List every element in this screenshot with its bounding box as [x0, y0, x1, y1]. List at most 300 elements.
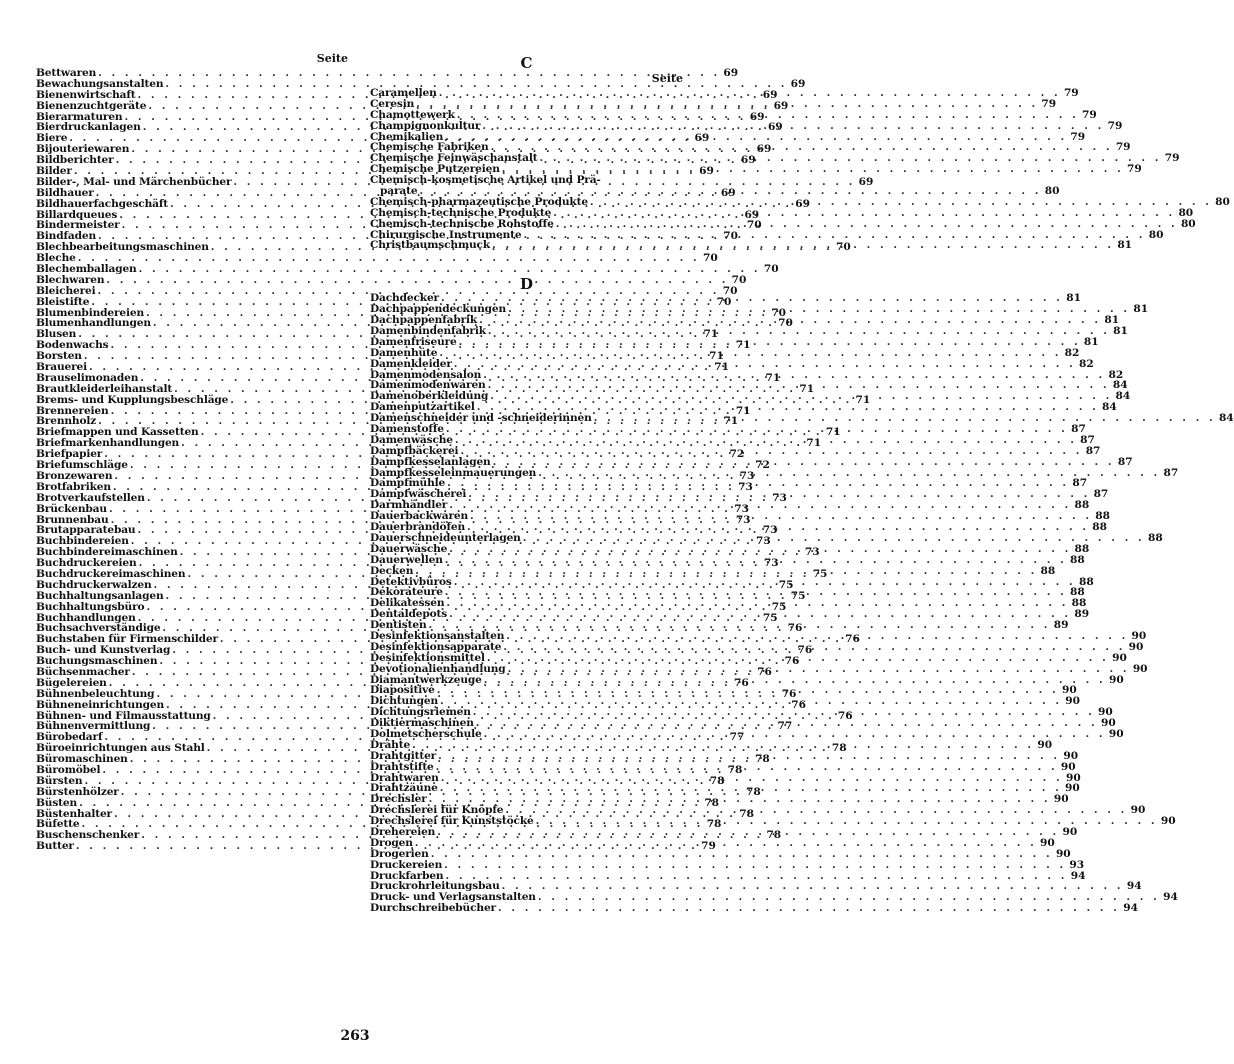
entry-term: Drahtstifte	[370, 760, 434, 773]
entry-term: Butter	[36, 840, 74, 853]
entry-term: parate	[380, 185, 418, 197]
entry-page-number: 69	[790, 77, 806, 90]
entry-page-number: 75	[812, 567, 828, 580]
entry-page-number: 69	[756, 143, 772, 156]
section-letter-d: D	[519, 275, 533, 294]
entry-term: Bühneneinrichtungen	[36, 698, 165, 711]
dot-leader	[493, 457, 1115, 468]
entry-term: Bildberichter	[36, 154, 114, 167]
entry-term: Bleicherei	[36, 284, 96, 297]
entry-term: Buchdruckerwalzen	[36, 578, 152, 591]
entry-term: Desinfektionsmittel	[370, 651, 485, 664]
entry-page-number: 69	[720, 186, 736, 199]
entry-term: Briefmarkenhandlungen	[36, 437, 180, 450]
entry-page-number: 89	[1053, 619, 1069, 632]
entry-term: Chemisch-pharmazeutische Produkte	[370, 195, 588, 208]
entry-page-number: 90	[1055, 847, 1071, 860]
entry-page-number: 76	[791, 698, 807, 711]
entry-page-number: 90	[1065, 782, 1080, 795]
entry-page-number: 79	[1063, 86, 1079, 99]
entry-term: Buchbindereimaschinen	[36, 546, 178, 559]
entry-page-number: 78	[745, 785, 761, 798]
entry-page-number: 81	[1104, 314, 1120, 327]
entry-page-number: 76	[781, 687, 797, 700]
entry-page-number: 90	[1065, 695, 1081, 708]
entry-term: Buchsachverständige	[36, 622, 161, 635]
entry-term: Drogerien	[370, 847, 429, 860]
entry-page-number: 80	[1180, 217, 1196, 230]
entry-term: Damenschneider und -schneiderinnen	[370, 412, 592, 425]
entry-page-number: 89	[1074, 608, 1090, 621]
entry-term: Blechemballagen	[36, 263, 137, 276]
entry-term: Bildhauerfachgeschäft	[36, 197, 169, 210]
entry-page-number: 71	[735, 339, 751, 352]
entry-term: Bijouteriewaren	[36, 143, 130, 156]
entry-term: Bindermeister	[36, 219, 120, 232]
entry-term: Chemische Fabriken	[370, 141, 489, 154]
entry-term: Brückenbau	[36, 502, 107, 515]
entry-term: Brems- und Kupplungsbeschläge	[36, 393, 229, 406]
entry-term: Caramellen	[370, 86, 437, 99]
entry-page-number: 90	[1131, 629, 1147, 642]
entry-page-number: 79	[1107, 119, 1123, 132]
entry-page-number: 76	[757, 665, 772, 678]
entry-term: Drähte	[370, 738, 411, 751]
entry-term: Damenbindenfabrik	[370, 325, 486, 338]
dot-leader	[508, 664, 1130, 675]
entry-page-number: 76	[787, 622, 803, 635]
entry-page-number: 72	[755, 459, 770, 472]
entry-page-number: 94	[1126, 880, 1142, 893]
entry-page-number: 79	[1115, 141, 1131, 154]
entry-term: Drahtgitter	[370, 749, 437, 762]
entry-term: Bilder-, Mal- und Märchenbücher	[36, 175, 232, 188]
entry-page-number: 77	[729, 731, 745, 744]
entry-page-number: 70	[763, 263, 779, 276]
entry-page-number: 84	[1115, 390, 1131, 403]
entry-term: Buchhaltungsanlagen	[36, 589, 164, 602]
entry-page-number: 72	[729, 448, 745, 461]
entry-term: Chemische Feinwäschanstalt	[370, 152, 538, 165]
entry-page-number: 80	[1178, 206, 1194, 219]
entry-term: Blechbearbeitungsmaschinen	[36, 241, 209, 254]
entry-term: Dichtungen	[370, 695, 439, 708]
entry-page-number: 70	[702, 252, 718, 265]
entry-page-number: 90	[1132, 662, 1148, 675]
entry-term: Drahtzäune	[370, 782, 438, 795]
entry-term: Billardqueues	[36, 208, 118, 221]
entry-page-number: 87	[1163, 466, 1179, 479]
entry-page-number: 81	[1066, 292, 1081, 305]
entry-term: Chirurgische Instrumente	[370, 228, 522, 241]
entry-page-number: 90	[1037, 738, 1053, 751]
entry-term: Buchstaben für Firmenschilder	[36, 633, 218, 646]
entry-term: Druckfarben	[370, 869, 444, 882]
entry-term: Dampfkesselanlagen	[370, 455, 491, 468]
entry-term: Brennereien	[36, 404, 109, 417]
entry-page-number: 90	[1128, 640, 1144, 653]
entry-page-number: 70	[722, 284, 738, 297]
entry-term: Dachdecker	[370, 292, 439, 305]
entry-term: Buchhaltungsbüro	[36, 600, 145, 613]
entry-page-number: 70	[746, 219, 762, 232]
entry-term: Dachpappendeckungen	[370, 303, 507, 316]
entry-term: Chemikalien	[370, 130, 444, 143]
entry-page-number: 90	[1160, 815, 1176, 828]
entry-page-number: 90	[1060, 760, 1076, 773]
entry-term: Drehereien	[370, 825, 436, 838]
index-entry	[370, 902, 1138, 915]
right-seite-header: Seite	[651, 72, 683, 85]
entry-page-number: 90	[1053, 793, 1069, 806]
entry-term: Desinfektionsapparate	[370, 640, 502, 653]
entry-term: Bürsten	[36, 774, 83, 787]
entry-page-number: 78	[831, 742, 847, 755]
entry-term: Desinfektionsanstalten	[370, 629, 505, 642]
entry-page-number: 88	[1092, 521, 1108, 534]
entry-term: Dauerbrandöfen	[370, 521, 466, 534]
section-gap	[370, 251, 683, 273]
entry-page-number: 75	[778, 578, 794, 591]
entry-page-number: 80	[1148, 228, 1164, 241]
entry-term: Damenputzartikel	[370, 401, 475, 414]
entry-term: Dauerschneideunterlagen	[370, 531, 521, 544]
entry-term: Büroeinrichtungen aus Stahl	[36, 742, 205, 755]
entry-page-number: 73	[756, 535, 771, 548]
entry-page-number: 69	[740, 154, 756, 167]
entry-page-number: 73	[772, 491, 787, 504]
entry-page-number: 71	[709, 350, 724, 363]
entry-term: Bildhauer	[36, 186, 94, 199]
entry-page-number: 69	[762, 88, 778, 101]
entry-page-number: 69	[749, 110, 765, 123]
entry-page-number: 90	[1130, 804, 1146, 817]
entry-page-number: 90	[1063, 749, 1079, 762]
entry-term: Diamantwerkzeuge	[370, 673, 482, 686]
entry-term: Champignonkultur	[370, 119, 481, 132]
entry-term: Dauerwäsche	[370, 542, 448, 555]
entry-term: Dentaldepots	[370, 608, 448, 621]
entry-term: Drechslerei für Kunststöcke	[370, 815, 534, 828]
entry-page-number: 71	[825, 426, 841, 439]
entry-term: Druck- und Verlagsanstalten	[370, 891, 536, 904]
entry-term: Bierdruckanlagen	[36, 121, 141, 134]
dot-leader	[556, 219, 1178, 230]
entry-page-number: 71	[723, 415, 739, 428]
entry-page-number: 69	[723, 66, 739, 79]
entry-page-number: 80	[1215, 195, 1230, 208]
entry-page-number: 90	[1108, 727, 1124, 740]
entry-term: Bienenwirtschaft	[36, 88, 136, 101]
entry-term: Dauerwellen	[370, 553, 443, 566]
entry-page-number: 87	[1085, 444, 1101, 457]
entry-term: Büfette	[36, 818, 80, 831]
entry-term: Bleistifte	[36, 295, 90, 308]
entry-page-number: 78	[704, 796, 720, 809]
entry-page-number: 78	[709, 774, 725, 787]
entry-page-number: 87	[1071, 423, 1086, 436]
entry-term: Büromöbel	[36, 763, 101, 776]
entry-term: Buchdruckereien	[36, 557, 137, 570]
entry-term: Dampfbäckerei	[370, 444, 459, 457]
entry-page-number: 73	[739, 469, 755, 482]
entry-term: Blumenhandlungen	[36, 317, 151, 330]
entry-page-number: 69	[767, 121, 783, 134]
entry-page-number: 73	[804, 546, 820, 559]
entry-term: Blechwaren	[36, 273, 105, 286]
entry-page-number: 82	[1108, 368, 1124, 381]
entry-term: Bienenzuchtgeräte	[36, 99, 147, 112]
entry-page-number: 73	[735, 513, 751, 526]
entry-term: Brotfabriken	[36, 480, 111, 493]
entry-term: Drechslerei für Knöpfe	[370, 804, 504, 817]
entry-term: Bettwaren	[36, 66, 97, 79]
entry-page-number: 82	[1079, 357, 1094, 370]
entry-term: Diapositive	[370, 684, 435, 697]
entry-page-number: 69	[694, 132, 710, 145]
entry-page-number: 71	[703, 328, 719, 341]
entry-page-number: 94	[1070, 869, 1086, 882]
entry-term: Damenwäsche	[370, 433, 453, 446]
dot-leader	[454, 359, 1076, 370]
entry-page-number: 90	[1061, 684, 1077, 697]
entry-page-number: 75	[771, 600, 787, 613]
entry-page-number: 84	[1112, 379, 1128, 392]
entry-page-number: 84	[1102, 401, 1117, 414]
entry-term: Büsten	[36, 796, 78, 809]
entry-term: Brunnenbau	[36, 513, 109, 526]
entry-term: Dichtungsriemen	[370, 706, 471, 719]
entry-term: Delikatessen	[370, 597, 445, 610]
entry-page-number: 76	[784, 655, 800, 668]
dot-leader	[415, 566, 1037, 577]
entry-term: Diktiermaschinen	[370, 717, 474, 730]
entry-page-number: 71	[765, 371, 781, 384]
entry-term: Bleche	[36, 252, 76, 265]
entry-page-number: 79	[1164, 152, 1180, 165]
entry-term: Brauselimonaden	[36, 371, 139, 384]
entry-page-number: 78	[727, 763, 743, 776]
entry-page-number: 79	[1082, 108, 1097, 121]
entry-page-number: 79	[1041, 97, 1057, 110]
entry-page-number: 71	[855, 393, 871, 406]
entry-page-number: 90	[1066, 771, 1081, 784]
entry-page-number: 71	[735, 404, 751, 417]
entry-term: Bühnenbeleuchtung	[36, 687, 155, 700]
entry-page-number: 87	[1117, 455, 1133, 468]
entry-term: Dampfmühle	[370, 477, 446, 490]
entry-term: Bühnenvermittlung	[36, 720, 151, 733]
left-seite-header: Seite	[316, 52, 348, 65]
entry-term: Damenhüte	[370, 346, 438, 359]
entry-page-number: 87	[1080, 433, 1095, 446]
entry-page-number: 78	[766, 829, 782, 842]
entry-page-number: 88	[1070, 586, 1085, 599]
entry-page-number: 69	[795, 197, 811, 210]
entry-term: Druckrohrleitungsbau	[370, 880, 500, 893]
entry-term: Chamottewerk	[370, 108, 455, 121]
entry-page-number: 71	[806, 437, 822, 450]
entry-page-number: 81	[1133, 303, 1149, 316]
entry-page-number: 82	[1064, 346, 1080, 359]
dot-leader	[482, 121, 1104, 132]
entry-term: Damenkleider	[370, 357, 452, 370]
entry-page-number: 90	[1040, 836, 1055, 849]
entry-page-number: 73	[762, 524, 778, 537]
entry-page-number: 81	[1113, 325, 1128, 338]
entry-page-number: 75	[762, 611, 778, 624]
entry-term: Damenstoffe	[370, 423, 444, 436]
dot-leader	[436, 762, 1058, 773]
entry-term: Bürstenhölzer	[36, 785, 119, 798]
entry-term: Devotionalienhandlung	[370, 662, 506, 675]
entry-term: Chemisch-technische Rohstoffe	[370, 217, 554, 230]
entry-term: Drechsler	[370, 793, 427, 806]
section-letter-c: C	[520, 54, 533, 72]
entry-page-number: 76	[837, 709, 853, 722]
entry-term: Buchbindereien	[36, 535, 129, 548]
entry-term: Buchdruckereimaschinen	[36, 567, 186, 580]
entry-term: Bügelereien	[36, 676, 107, 689]
entry-term: Blusen	[36, 328, 77, 341]
entry-page-number: 73	[738, 480, 753, 493]
entry-term: Damenfriseure	[370, 335, 457, 348]
entry-page-number: 70	[836, 241, 851, 254]
entry-term: Dolmetscherschule	[370, 727, 482, 740]
entry-page-number: 70	[771, 306, 787, 319]
dot-leader	[492, 240, 1114, 254]
entry-page-number: 70	[778, 317, 793, 330]
entry-page-number: 73	[734, 502, 749, 515]
entry-page-number: 87	[1072, 477, 1088, 490]
entry-term: Dampfkesseleinmauerungen	[370, 466, 537, 479]
entry-page-number: 90	[1062, 825, 1078, 838]
entry-page-number: 81	[1083, 335, 1099, 348]
entry-page-number: 79	[1070, 130, 1086, 143]
entry-term: Bierarmaturen	[36, 110, 123, 123]
entry-page-number: 94	[1163, 891, 1178, 904]
entry-term: Brautkleiderleihanstalt	[36, 382, 173, 395]
entry-term: Brennholz	[36, 415, 97, 428]
entry-term: Darmhändler	[370, 499, 448, 512]
entry-page-number: 70	[716, 295, 732, 308]
entry-page-number: 88	[1074, 499, 1090, 512]
entry-page-number: 69	[773, 99, 789, 112]
entry-term: Buchungsmaschinen	[36, 655, 158, 668]
entry-term: Dampfwäscherei	[370, 488, 467, 501]
entry-page-number: 69	[699, 165, 714, 177]
entry-page-number: 88	[1071, 597, 1087, 610]
entry-term: Damenmodenwaren	[370, 379, 486, 392]
entry-term: Durchschreibebücher	[370, 902, 496, 915]
entry-term: Dachpappenfabrik	[370, 314, 478, 327]
index-entry	[370, 858, 1085, 871]
entry-page-number: 88	[1147, 531, 1163, 544]
entry-page-number: 79	[1127, 163, 1142, 176]
entry-page-number: 88	[1074, 542, 1090, 555]
entry-term: Drahtwaren	[370, 771, 439, 784]
dot-leader	[445, 555, 1067, 566]
entry-page-number: 90	[1108, 673, 1124, 686]
page-number: 263	[340, 1028, 370, 1044]
entry-term: Bindfaden	[36, 230, 97, 243]
entry-term: Bürobedarf	[36, 731, 103, 744]
entry-term: Damenoberkleidung	[370, 390, 489, 403]
entry-term: Brotverkaufstellen	[36, 491, 145, 504]
entry-term: Bilder	[36, 165, 72, 177]
entry-term: Brauerei	[36, 361, 87, 374]
entry-page-number: 70	[723, 230, 739, 243]
entry-page-number: 88	[1040, 564, 1056, 577]
entry-term: Büstenhalter	[36, 807, 112, 820]
entry-page-number: 69	[858, 175, 874, 188]
entry-page-number: 78	[754, 753, 770, 766]
entry-term: Druckereien	[370, 858, 443, 871]
dot-leader	[487, 653, 1109, 664]
entry-term: Chemische Putzereien	[370, 163, 500, 176]
dot-leader	[498, 903, 1120, 914]
entry-page-number: 90	[1112, 651, 1127, 664]
entry-page-number: 76	[733, 676, 749, 689]
entry-page-number: 84	[1218, 412, 1234, 425]
entry-term: Borsten	[36, 350, 82, 363]
entry-page-number: 77	[777, 720, 793, 733]
entry-term: Briefumschläge	[36, 459, 128, 472]
entry-page-number: 78	[739, 807, 754, 820]
entry-page-number: 76	[845, 633, 860, 646]
entry-term: Decken	[370, 564, 414, 577]
entry-page-number: 70	[731, 273, 747, 286]
entry-page-number: 71	[799, 382, 815, 395]
entry-term: Büchsenmacher	[36, 665, 130, 678]
entry-term: Ceresin	[370, 97, 415, 110]
entry-term: Dauerbackwaren	[370, 510, 469, 523]
entry-page-number: 69	[744, 208, 760, 221]
entry-term: Dentisten	[370, 619, 427, 632]
entry-term: Blumenbindereien	[36, 306, 145, 319]
entry-page-number: 81	[1117, 239, 1133, 252]
entry-term: Detektivbüros	[370, 575, 452, 588]
entry-term: Dekorateure	[370, 586, 443, 599]
entry-term: Buchhandlungen	[36, 611, 136, 624]
entry-term: Damenmodensalon	[370, 368, 482, 381]
entry-term: Drogen	[370, 836, 413, 849]
entry-page-number: 71	[714, 361, 729, 374]
entry-term: Christbaumschmuck	[370, 239, 491, 252]
entry-page-number: 93	[1069, 858, 1085, 871]
entry-page-number: 94	[1123, 902, 1138, 915]
entry-page-number: 88	[1079, 575, 1094, 588]
entry-page-number: 79	[701, 840, 716, 853]
entry-term: Chemisch-technische Produkte	[370, 206, 552, 219]
entry-term: Buch- und Kunstverlag	[36, 644, 171, 657]
entry-term: Bühnen- und Filmausstattung	[36, 709, 211, 722]
entry-page-number: 75	[790, 589, 806, 602]
entry-page-number: 76	[797, 644, 813, 657]
entry-page-number: 73	[763, 557, 779, 570]
entry-term: Chemisch-kosmetische Artikel und Prä-	[370, 174, 601, 187]
entry-page-number: 78	[706, 818, 722, 831]
entry-term: Briefpapier	[36, 448, 103, 461]
entry-page-number: 87	[1093, 488, 1109, 501]
entry-page-number: 90	[1098, 706, 1113, 719]
entry-term: Büromaschinen	[36, 753, 128, 766]
entry-term: Buschenschenker	[36, 829, 140, 842]
entry-page-number: 90	[1101, 717, 1116, 730]
entry-term: Bronzewaren	[36, 469, 113, 482]
entry-term: Bodenwachs	[36, 339, 109, 352]
entry-page-number: 80	[1044, 185, 1060, 197]
